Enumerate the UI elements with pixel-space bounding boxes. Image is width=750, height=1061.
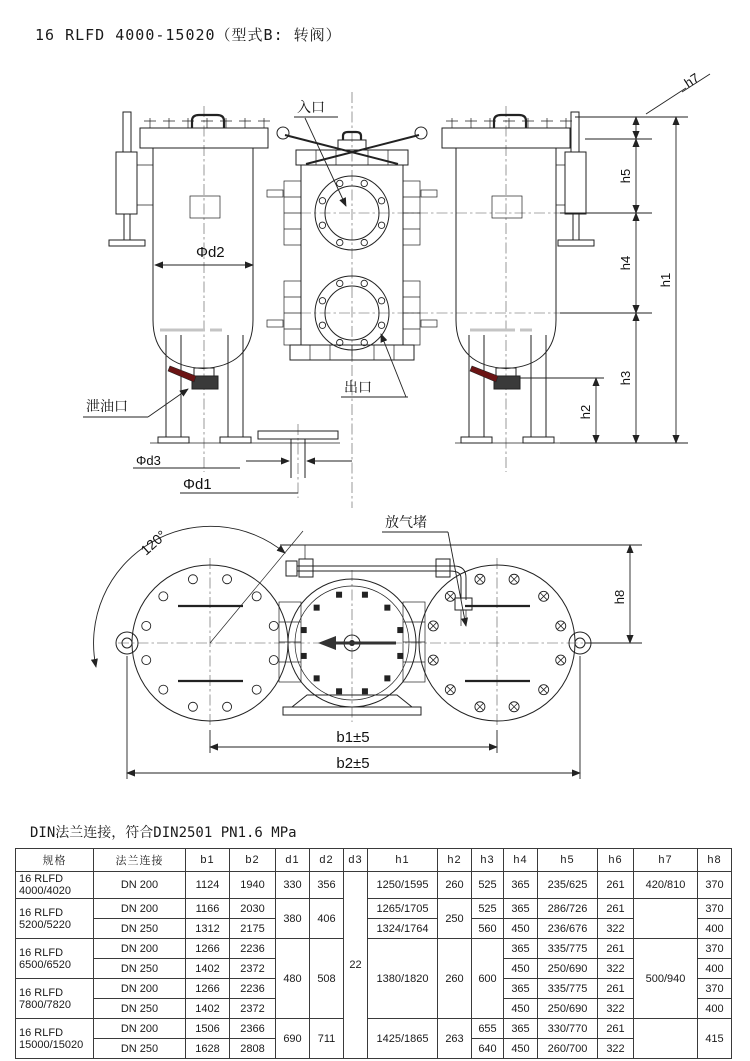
table-cell: 415 [698, 1019, 732, 1059]
table-cell: 450 [504, 919, 538, 939]
table-cell: 400 [698, 999, 732, 1019]
table-cell: 1266 [186, 979, 230, 999]
right-indicator [556, 112, 594, 246]
column-header: h7 [634, 849, 698, 872]
table-cell: 236/676 [538, 919, 598, 939]
table-cell: 2808 [230, 1039, 276, 1059]
table-cell: 450 [504, 999, 538, 1019]
inlet-label: 入口 [297, 99, 325, 115]
table-cell: 1266 [186, 939, 230, 959]
right-lid-bolts [446, 118, 572, 128]
dim-h2-label: h2 [578, 404, 593, 420]
table-cell: 1402 [186, 999, 230, 1019]
swing-arc [94, 526, 285, 667]
dim-h4-label: h4 [618, 255, 633, 271]
table-cell: 260 [438, 939, 472, 1019]
table-row [16, 1019, 732, 1039]
table-cell: 420/810 [634, 872, 698, 899]
table-cell: 2372 [230, 999, 276, 1019]
table-cell: DN 200 [94, 899, 186, 919]
table-cell: 250 [438, 899, 472, 939]
table-cell: 690 [276, 1019, 310, 1059]
table-cell: 335/775 [538, 979, 598, 999]
table-cell: 1628 [186, 1039, 230, 1059]
table-cell: 1940 [230, 872, 276, 899]
left-foot [158, 437, 189, 443]
table-cell: DN 250 [94, 1039, 186, 1059]
dim-d3-label: Φd3 [136, 453, 161, 468]
column-header: h5 [538, 849, 598, 872]
table-row [16, 939, 732, 959]
table-cell: 322 [598, 959, 634, 979]
table-cell: 365 [504, 979, 538, 999]
table-cell: 500/940 [634, 939, 698, 1019]
table-cell: 322 [598, 1039, 634, 1059]
angle-label: 120° [137, 526, 170, 559]
left-drain-valve [168, 366, 218, 389]
table-row [16, 899, 732, 919]
vent-plug-label: 放气堵 [385, 514, 427, 530]
table-cell: 640 [472, 1039, 504, 1059]
table-cell: 2236 [230, 979, 276, 999]
table-row [16, 872, 732, 899]
lever-ball [415, 127, 427, 139]
dim-h7-label: h7 [681, 70, 702, 91]
column-header: b2 [230, 849, 276, 872]
column-header: d2 [310, 849, 344, 872]
dim-d2-label: Φd2 [196, 244, 225, 261]
column-header: h8 [698, 849, 732, 872]
table-cell: 2366 [230, 1019, 276, 1039]
table-cell: 2030 [230, 899, 276, 919]
left-foot [220, 437, 251, 443]
table-cell [634, 1019, 698, 1059]
table-cell: DN 250 [94, 959, 186, 979]
table-cell: 508 [310, 939, 344, 1019]
table-cell: 16 RLFD 15000/15020 [16, 1019, 94, 1059]
table-cell: 322 [598, 919, 634, 939]
table-caption: DIN法兰连接，符合DIN2501 PN1.6 MPa [30, 825, 297, 841]
table-cell: 1312 [186, 919, 230, 939]
table-cell: DN 200 [94, 1019, 186, 1039]
table-cell: 330 [276, 872, 310, 899]
table-cell: 400 [698, 919, 732, 939]
table-cell: 16 RLFD 6500/6520 [16, 939, 94, 979]
table-cell: 370 [698, 939, 732, 959]
table-cell [634, 899, 698, 939]
dim-h1-label: h1 [658, 272, 673, 288]
column-header: 法兰连接 [94, 849, 186, 872]
table-cell: 250/690 [538, 999, 598, 1019]
table-cell: DN 250 [94, 919, 186, 939]
right-drain-valve [470, 366, 520, 389]
table-cell: 380 [276, 899, 310, 939]
table-cell: 2236 [230, 939, 276, 959]
table-cell: 260/700 [538, 1039, 598, 1059]
table-row [16, 919, 732, 939]
table-cell: 260 [438, 872, 472, 899]
column-header: h3 [472, 849, 504, 872]
column-header: d1 [276, 849, 310, 872]
table-cell: 261 [598, 939, 634, 959]
table-cell: 711 [310, 1019, 344, 1059]
top-view [94, 514, 642, 779]
dim-b2-label: b2±5 [336, 755, 370, 772]
right-foot [523, 437, 554, 443]
table-cell: 261 [598, 899, 634, 919]
table-cell: DN 200 [94, 939, 186, 959]
table-cell: 1166 [186, 899, 230, 919]
left-lid-handle [192, 115, 224, 128]
dim-b1-label: b1±5 [336, 729, 370, 746]
table-cell: 1380/1820 [368, 939, 438, 1019]
right-tank-plate [492, 196, 522, 218]
table-cell: 365 [504, 939, 538, 959]
header-row [16, 849, 732, 872]
table-cell: 22 [344, 872, 368, 1059]
left-cover-handles [178, 606, 243, 681]
dim-h3-label: h3 [618, 370, 633, 386]
table-cell: DN 250 [94, 999, 186, 1019]
table-cell: 370 [698, 979, 732, 999]
drawing-title: 16 RLFD 4000-15020（型式B: 转阀） [35, 26, 342, 44]
table-cell: 370 [698, 899, 732, 919]
table-cell: 16 RLFD 5200/5220 [16, 899, 94, 939]
table-cell: 450 [504, 959, 538, 979]
table-cell: 1506 [186, 1019, 230, 1039]
lever-ball [277, 127, 289, 139]
plan-dimensions [127, 545, 642, 779]
table-cell: 261 [598, 979, 634, 999]
table-cell: 600 [472, 939, 504, 1019]
outlet-label: 出口 [344, 379, 372, 395]
table-cell: 525 [472, 899, 504, 919]
table-cell: 261 [598, 872, 634, 899]
table-cell: 365 [504, 1019, 538, 1039]
column-header: 规格 [16, 849, 94, 872]
table-cell: 1402 [186, 959, 230, 979]
table-cell: 261 [598, 1019, 634, 1039]
spec-table [15, 848, 732, 1059]
table-cell: 263 [438, 1019, 472, 1059]
table-cell: 370 [698, 872, 732, 899]
table-cell: 16 RLFD 7800/7820 [16, 979, 94, 1019]
table-cell: 2372 [230, 959, 276, 979]
dim-h8-label: h8 [612, 589, 627, 605]
table-cell: 335/775 [538, 939, 598, 959]
vent-plug-leader [448, 532, 466, 626]
left-lid-bolts [144, 118, 270, 128]
table-cell: 1425/1865 [368, 1019, 438, 1059]
table-cell: 450 [504, 1039, 538, 1059]
table-cell: 1250/1595 [368, 872, 438, 899]
table-cell: 406 [310, 899, 344, 939]
right-foot [461, 437, 492, 443]
table-cell: 235/625 [538, 872, 598, 899]
height-dimensions [520, 70, 710, 443]
table-cell: 286/726 [538, 899, 598, 919]
column-header: h6 [598, 849, 634, 872]
dim-d1-label: Φd1 [183, 476, 212, 493]
column-header: b1 [186, 849, 230, 872]
table-cell: 525 [472, 872, 504, 899]
table-cell: 365 [504, 899, 538, 919]
column-header: h2 [438, 849, 472, 872]
table-cell: 356 [310, 872, 344, 899]
outlet-leader [381, 334, 406, 397]
left-indicator [109, 112, 153, 246]
table-cell: 655 [472, 1019, 504, 1039]
column-header: h4 [504, 849, 538, 872]
technical-drawing [0, 55, 750, 815]
table-cell: 1265/1705 [368, 899, 438, 919]
table-cell: 322 [598, 999, 634, 1019]
table-cell: 1124 [186, 872, 230, 899]
drain-port-label: 泄油口 [86, 398, 128, 414]
centerlines [204, 92, 560, 508]
table-cell: 365 [504, 872, 538, 899]
table-cell: 480 [276, 939, 310, 1019]
right-lid-handle [494, 115, 526, 128]
table-cell: 250/690 [538, 959, 598, 979]
column-header: d3 [344, 849, 368, 872]
dim-h5-label: h5 [618, 168, 633, 184]
table-cell: 16 RLFD 4000/4020 [16, 872, 94, 899]
table-cell: 2175 [230, 919, 276, 939]
table-cell: DN 200 [94, 872, 186, 899]
table-cell: 400 [698, 959, 732, 979]
right-cover-handles [465, 606, 530, 681]
column-header: h1 [368, 849, 438, 872]
left-drain-handle [168, 366, 196, 382]
table-cell: 1324/1764 [368, 919, 438, 939]
front-view [83, 70, 710, 508]
table-cell: 560 [472, 919, 504, 939]
left-tank-plate [190, 196, 220, 218]
drain-leader [148, 389, 188, 417]
table-cell: 330/770 [538, 1019, 598, 1039]
table-cell: DN 200 [94, 979, 186, 999]
